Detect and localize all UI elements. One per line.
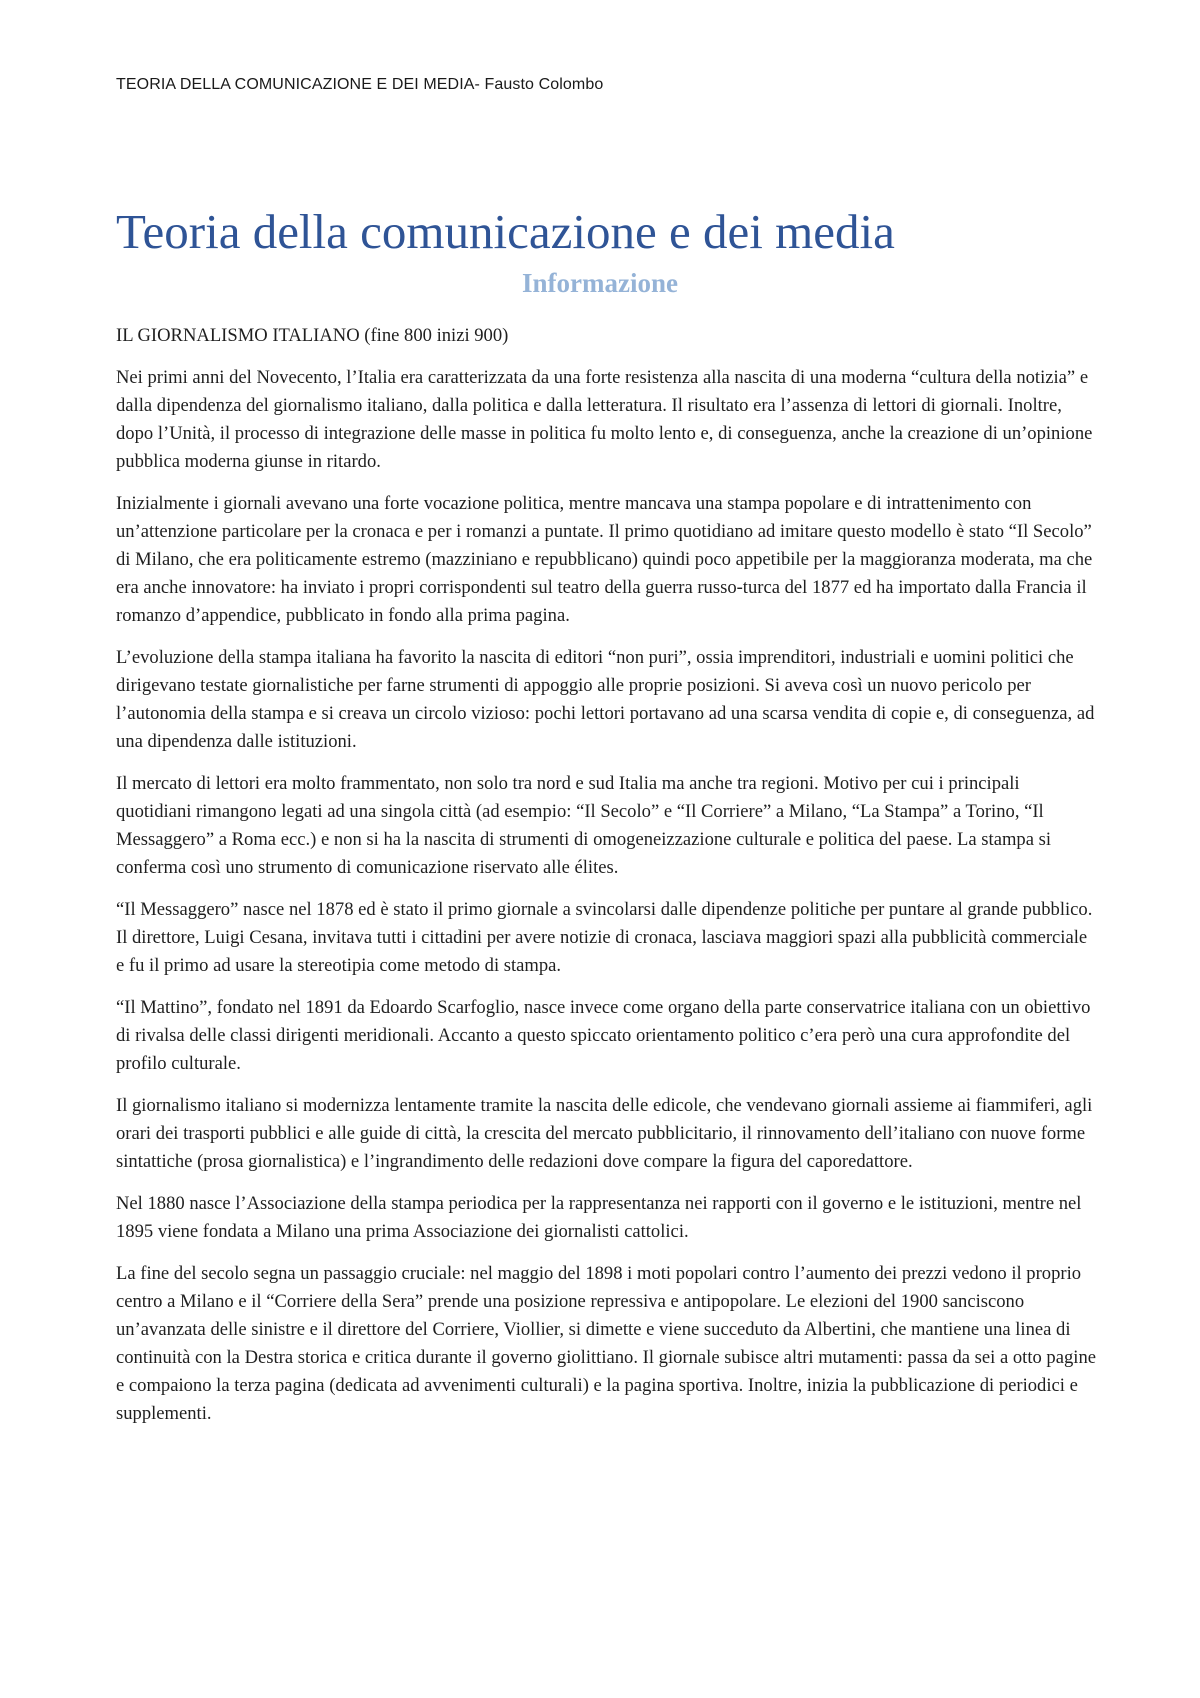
running-header bbox=[116, 76, 603, 94]
document-subtitle: Informazione bbox=[522, 268, 678, 298]
header-author: Fausto Colombo bbox=[484, 76, 604, 93]
paragraph-8: Nel 1880 nasce l’Associazione della stampa periodica per la rappresentanza nei rapporti con il governo e le istituzioni, mentre nel 1895 viene fondata a Milano una prima Associazione dei giornalisti cattolici. bbox=[116, 1193, 1082, 1242]
paragraph-9: La fine del secolo segna un passaggio cruciale: nel maggio del 1898 i moti popolari contro l’aumento dei prezzi vedono il proprio centro a Milano e il “Corriere della Sera” prende una posizione repressiva e antipopolare. Le elezioni del 1900 sanciscono un’avanzata delle sinistre e il direttore del Corriere, Viollier, si dimette e viene succeduto da Albertini, che mantiene una linea di continuità con la Destra storica e critica durante il governo giolittiano. Il giornale subisce altri mutamenti: passa da sei a otto pagine e compaiono la terza pagina (dedicata ad avvenimenti culturali) e la pagina sportiva. Inoltre, inizia la pubblicazione di periodici e supplementi. bbox=[116, 1263, 1096, 1424]
paragraph-7: Il giornalismo italiano si modernizza lentamente tramite la nascita delle edicole, che vendevano giornali assieme ai fiammiferi, agli orari dei trasporti pubblici e alle guide di città, la crescita del mercato pubblicitario, il rinnovamento dell’italiano con nuove forme sintattiche (prosa giornalistica) e l’ingrandimento delle redazioni dove compare la figura del caporedattore. bbox=[116, 1095, 1093, 1172]
header-separator: - bbox=[474, 76, 485, 93]
paragraph-6: “Il Mattino”, fondato nel 1891 da Edoardo Scarfoglio, nasce invece come organo della parte conservatrice italiana con un obiettivo di rivalsa delle classi dirigenti meridionali. Accanto a questo spiccato orientamento politico c’era però una cura approfondite del profilo culturale. bbox=[116, 997, 1091, 1074]
document-title: Teoria della comunicazione e dei media bbox=[116, 204, 895, 259]
paragraph-1: Nei primi anni del Novecento, l’Italia era caratterizzata da una forte resistenza alla nascita di una moderna “cultura della notizia” e dalla dipendenza del giornalismo italiano, dalla politica e dalla letteratura. Il risultato era l’assenza di lettori di giornali. Inoltre, dopo l’Unità, il processo di integrazione delle masse in politica fu molto lento e, di conseguenza, anche la creazione di un’opinione pubblica moderna giunse in ritardo. bbox=[116, 367, 1093, 472]
paragraph-4: Il mercato di lettori era molto frammentato, non solo tra nord e sud Italia ma anche tra regioni. Motivo per cui i principali quotidiani rimangono legati ad una singola città (ad esempio: “Il Secolo” e “Il Corriere” a Milano, “La Stampa” a Torino, “Il Messaggero” a Roma ecc.) e non si ha la nascita di strumenti di omogeneizzazione culturale e politica del paese. La stampa si conferma così uno strumento di comunicazione riservato alle élites. bbox=[116, 773, 1052, 878]
document-body bbox=[116, 322, 1096, 1442]
section-heading: IL GIORNALISMO ITALIANO (fine 800 inizi 900) bbox=[116, 325, 509, 346]
paragraph-3: L’evoluzione della stampa italiana ha favorito la nascita di editori “non puri”, ossia imprenditori, industriali e uomini politici che dirigevano testate giornalistiche per farne strumenti di appoggio alle proprie posizioni. Si aveva così un nuovo pericolo per l’autonomia della stampa e si creava un circolo vizioso: pochi lettori portavano ad una scarsa vendita di copie e, di conseguenza, ad una dipendenza dalle istituzioni. bbox=[116, 647, 1095, 752]
paragraph-2: Inizialmente i giornali avevano una forte vocazione politica, mentre mancava una stampa popolare e di intrattenimento con un’attenzione particolare per la cronaca e per i romanzi a puntate. Il primo quotidiano ad imitare questo modello è stato “Il Secolo” di Milano, che era politicamente estremo (mazziniano e repubblicano) quindi poco appetibile per la maggioranza moderata, ma che era anche innovatore: ha inviato i propri corrispondenti sul teatro della guerra russo-turca del 1877 ed ha importato dalla Francia il romanzo d’appendice, pubblicato in fondo alla prima pagina. bbox=[116, 493, 1093, 626]
header-course-title: TEORIA DELLA COMUNICAZIONE E DEI MEDIA bbox=[116, 76, 475, 93]
paragraph-5: “Il Messaggero” nasce nel 1878 ed è stato il primo giornale a svincolarsi dalle dipendenze politiche per puntare al grande pubblico. Il direttore, Luigi Cesana, invitava tutti i cittadini per avere notizie di cronaca, lasciava maggiori spazi alla pubblicità commerciale e fu il primo ad usare la stereotipia come metodo di stampa. bbox=[116, 899, 1093, 976]
